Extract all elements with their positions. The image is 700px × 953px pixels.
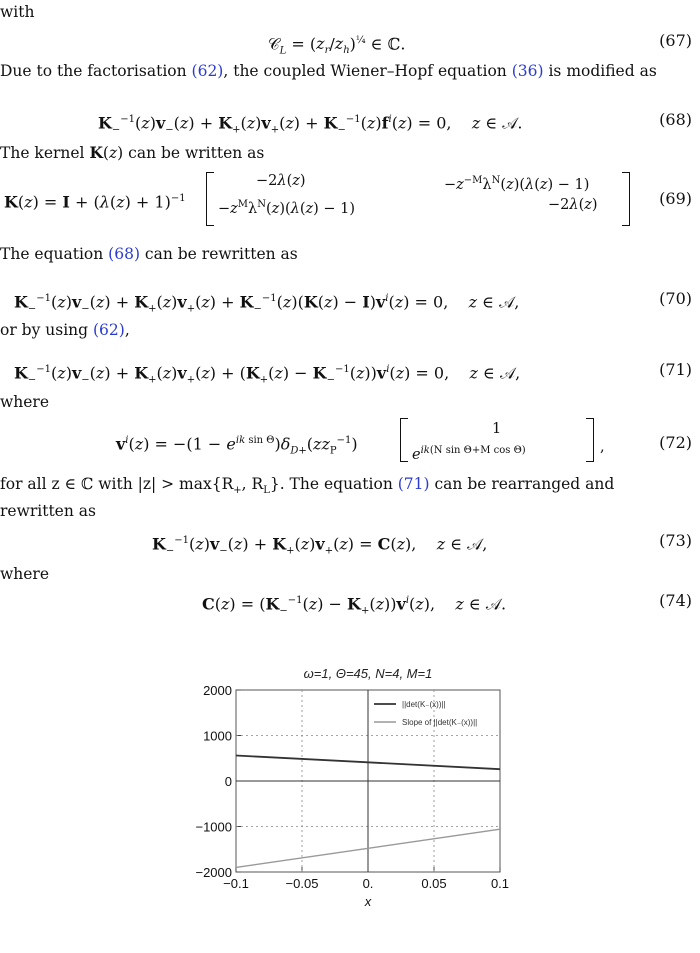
equation-number: (72) (659, 433, 692, 452)
x-tick-label: −0.05 (285, 876, 319, 891)
paragraph-factorisation: Due to the factorisation (62), the coupled Wiener–Hopf equation (36) is modified as (0, 62, 657, 80)
vector-right-bracket (586, 418, 594, 462)
equation-72: $v^i(z) = -(1 - e^{ik sin \Theta})\delta_{D+}(zz_P^{-1})$ 1 $e^{ik(N sin \Theta+M cos \Theta)}$ , (72) (0, 418, 700, 464)
paragraph-where-2: where (0, 565, 50, 583)
equation-69: $K(z) = I + (\lambda(z) + 1)^{-1}$ −2λ(z) $-z^{-M}\lambda^N(z)(\lambda(z) - 1)$ $-z^M\lambda^N(z)(\lambda(z) - 1)$ −2λ(z) (69) (0, 172, 700, 228)
line-chart (180, 662, 520, 942)
ref-link-71[interactable]: (71) (397, 475, 430, 493)
legend-label-2: Slope of ||det(K₋(x))|| (402, 718, 478, 727)
paragraph-rewritten: The equation (68) can be rewritten as (0, 245, 298, 263)
equation-number: (73) (659, 531, 692, 550)
x-tick-label: 0.1 (490, 876, 510, 891)
y-tick-label: −1000 (195, 819, 232, 835)
equation-number: (70) (659, 289, 692, 308)
equation-number: (74) (659, 591, 692, 610)
x-axis-label: x (364, 894, 372, 909)
equation-73: $K_-^{-1}(z)v_-(z) + K_+(z)v_+(z) = C(z)$, z ∈ 𝒜, (73) (0, 526, 700, 556)
ref-link-62b[interactable]: (62) (93, 321, 125, 339)
equation-number: (69) (659, 189, 692, 208)
equation-74: $C(z) = (K_-^{-1}(z) - K_+(z))v^i(z)$, z ∈ 𝒜. (74) (0, 586, 700, 616)
equation-67: 𝒞$_L$ = $(z_r/z_h)^{\frac{1}{4}}$ ∈ ℂ. (67) (0, 26, 700, 56)
y-tick-label: 0 (224, 774, 232, 789)
matrix-left-bracket (206, 172, 214, 226)
equation-number: (68) (659, 110, 692, 129)
ref-link-68[interactable]: (68) (108, 245, 140, 263)
vector-left-bracket (400, 418, 408, 462)
figure-chart (180, 662, 520, 942)
ref-link-36[interactable]: (36) (511, 62, 544, 80)
paragraph-with: with (0, 3, 35, 21)
equation-70: $K_-^{-1}(z)v_-(z) + K_+(z)v_+(z) + K_-^{-1}(z)(K(z) - I)v^i(z) = 0$, z ∈ 𝒜, (70) (0, 284, 700, 314)
paragraph-where-1: where (0, 393, 50, 411)
y-tick-label: 1000 (203, 728, 232, 744)
paragraph-kernel: The kernel K(z) can be written as (0, 143, 265, 162)
x-tick-label: −0.1 (223, 876, 249, 891)
paragraph-for-all: for all z ∈ ℂ with $|z| > \max\{R_+$, $R_L$}. The equation (71) can be rearranged and rewritten as (0, 475, 615, 521)
equation-number: (71) (659, 360, 692, 379)
x-tick-label: 0.05 (421, 876, 447, 891)
matrix-right-bracket (622, 172, 630, 226)
y-tick-label: −2000 (195, 865, 232, 880)
y-tick-label: 2000 (203, 683, 232, 698)
x-tick-label: 0. (362, 876, 374, 891)
equation-71: $K_-^{-1}(z)v_-(z) + K_+(z)v_+(z) + (K_+(z) - K_-^{-1}(z))v^i(z) = 0$, z ∈ 𝒜, (71) (0, 355, 700, 385)
paragraph-using: or by using (62), (0, 321, 130, 339)
legend-label-1: ||det(K₋(x))|| (402, 700, 446, 709)
chart-title: ω=1, Θ=45, N=4, M=1 (303, 666, 433, 681)
equation-68: $K_-^{-1}(z)v_-(z) + K_+(z)v_+(z) + K_-^{-1}(z)f^i(z) = 0$, z ∈ 𝒜. (68) (0, 105, 700, 135)
ref-link-62[interactable]: (62) (191, 62, 224, 80)
equation-number: (67) (659, 31, 692, 50)
